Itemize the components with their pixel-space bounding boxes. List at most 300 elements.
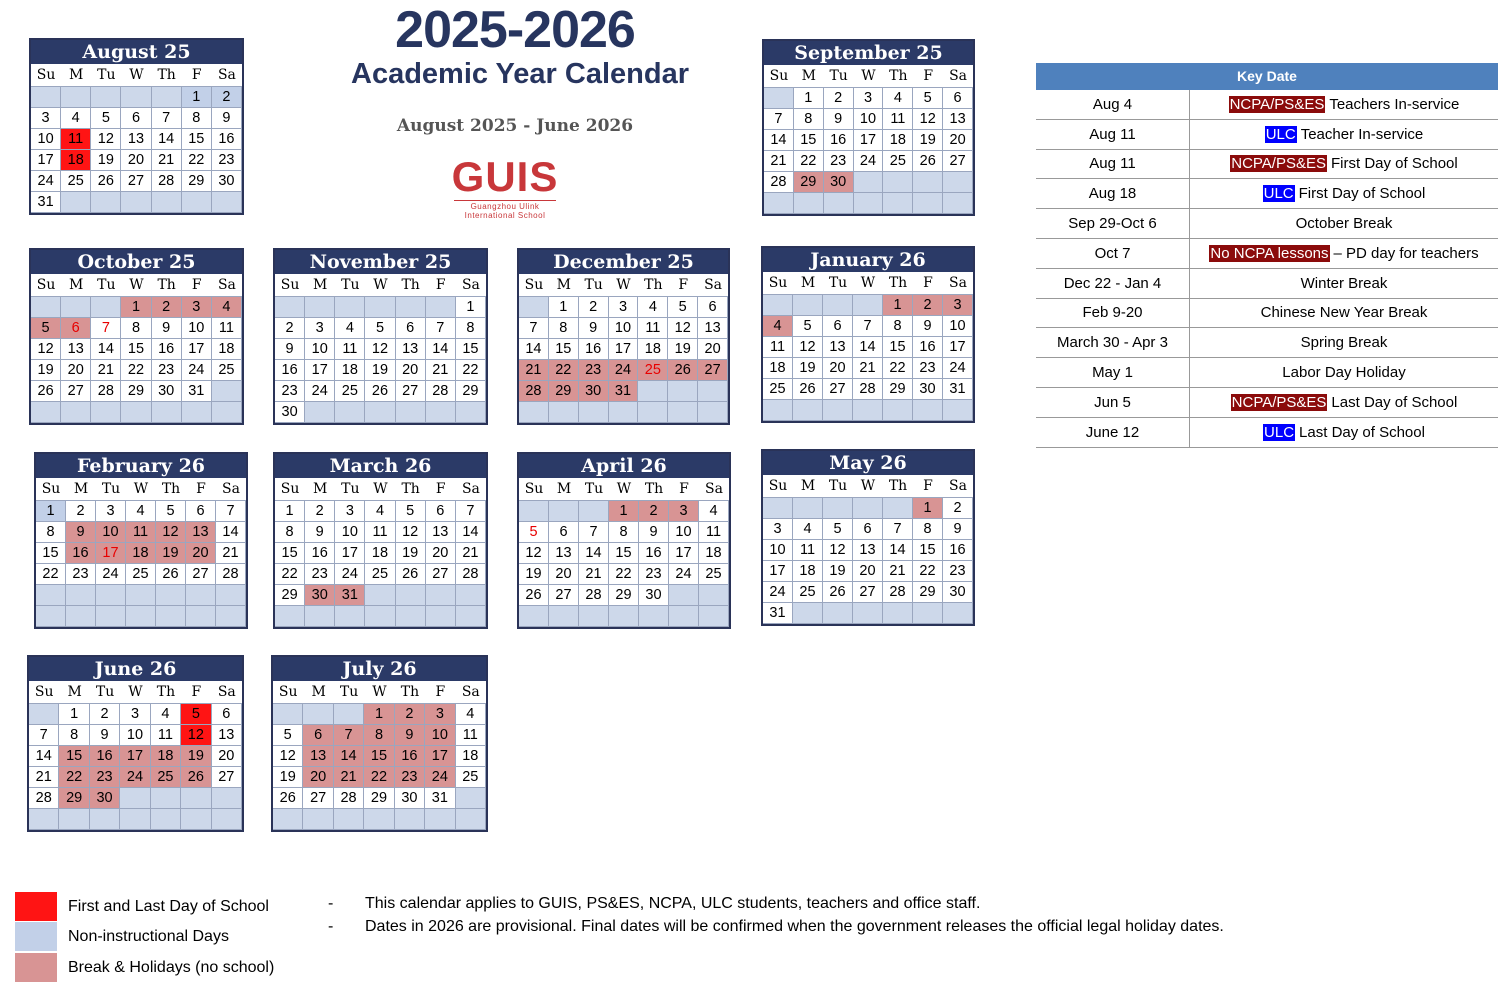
weekday-label: F [669,478,699,501]
month-calendar [29,248,244,425]
day-cell [91,87,121,108]
day-cell [668,402,698,423]
day-cell: 12 [273,746,303,767]
day-cell: 16 [639,543,669,564]
day-cell: 21 [29,767,59,788]
day-cell: 25 [61,171,91,192]
day-cell: 18 [763,358,793,379]
day-cell [212,809,242,830]
event-text: First Day of School [1331,155,1458,173]
day-cell: 11 [638,318,668,339]
day-cell [303,704,333,725]
date-range: August 2025 - June 2026 [396,116,634,136]
day-cell [273,809,303,830]
day-cell: 2 [395,704,425,725]
day-cell [91,402,121,423]
key-date-cell: Aug 18 [1036,179,1190,208]
day-cell [90,809,120,830]
day-cell [426,297,456,318]
day-cell: 6 [823,316,853,337]
weekday-label: M [305,478,335,501]
day-cell: 11 [126,522,156,543]
day-cell [943,400,973,421]
day-cell: 3 [854,88,884,109]
weekday-label: Sa [699,478,729,501]
day-cell: 27 [943,151,973,172]
day-cell [181,809,211,830]
weekday-label: Su [519,478,549,501]
day-cell: 24 [31,171,61,192]
day-cell: 30 [305,585,335,606]
day-cell: 3 [182,297,212,318]
day-cell [426,606,456,627]
weekday-label: Tu [579,478,609,501]
day-cell: 3 [763,519,793,540]
weekday-label: Su [275,274,305,297]
day-cell: 24 [669,564,699,585]
weekday-label: M [66,478,96,501]
day-cell: 27 [121,171,151,192]
day-cell: 14 [764,130,794,151]
day-cell [699,585,729,606]
key-date-row [1036,239,1498,269]
day-cell: 7 [579,522,609,543]
day-cell: 7 [883,519,913,540]
weekday-label: Tu [91,64,121,87]
day-cell: 10 [854,109,884,130]
day-cell [823,400,853,421]
legend-label: Non-instructional Days [68,928,229,945]
day-cell [943,603,973,624]
key-event-cell [1190,388,1498,417]
day-cell: 15 [275,543,305,564]
day-cell: 15 [913,540,943,561]
day-cell [425,809,455,830]
day-cell: 24 [943,358,973,379]
day-cell: 8 [364,725,394,746]
day-cell: 10 [96,522,126,543]
day-cell: 6 [853,519,883,540]
key-date-row [1036,418,1498,448]
day-cell: 23 [639,564,669,585]
day-cell: 16 [305,543,335,564]
weekday-label: Su [31,274,61,297]
day-cell: 7 [764,109,794,130]
day-cell [793,295,823,316]
day-cell: 9 [66,522,96,543]
month-title: November 25 [275,250,486,274]
day-cell: 31 [335,585,365,606]
day-cell: 6 [943,88,973,109]
day-cell: 7 [216,501,246,522]
weekday-label: Su [31,64,61,87]
day-cell: 26 [396,564,426,585]
month-title: April 26 [519,454,729,478]
weekday-label: Sa [698,274,728,297]
day-cell: 16 [943,540,973,561]
day-cell [31,402,61,423]
day-cell: 26 [181,767,211,788]
day-cell [396,585,426,606]
day-cell [121,87,151,108]
day-cell: 1 [275,501,305,522]
key-date-cell: March 30 - Apr 3 [1036,328,1190,357]
day-cell: 22 [275,564,305,585]
day-cell: 13 [303,746,333,767]
event-text: First Day of School [1298,185,1426,203]
day-cell: 22 [609,564,639,585]
day-cell: 1 [549,297,579,318]
day-cell: 8 [549,318,579,339]
day-cell [638,402,668,423]
legend-label: Break & Holidays (no school) [68,959,275,976]
day-cell [698,402,728,423]
key-date-row [1036,90,1498,120]
day-cell: 22 [549,360,579,381]
day-cell: 5 [668,297,698,318]
day-cell: 19 [519,564,549,585]
day-cell [365,606,395,627]
day-cell [854,172,884,193]
day-cell: 29 [883,379,913,400]
note-dash: - [328,918,334,935]
day-cell: 1 [883,295,913,316]
day-cell [66,606,96,627]
day-cell: 20 [121,150,151,171]
day-cell [275,606,305,627]
day-cell [456,402,486,423]
day-cell: 4 [151,704,181,725]
day-cell: 9 [824,109,854,130]
day-cell: 11 [456,725,486,746]
day-cell: 21 [91,360,121,381]
weekday-label: Th [638,274,668,297]
weekday-label: Tu [579,274,609,297]
note-2 [328,918,1224,936]
day-cell: 12 [156,522,186,543]
day-cell: 31 [182,381,212,402]
event-tag: NCPA/PS&ES [1229,95,1325,113]
key-date-cell: June 12 [1036,418,1190,447]
day-cell: 1 [121,297,151,318]
day-cell [426,402,456,423]
day-cell: 13 [943,109,973,130]
note-1 [328,895,980,913]
day-cell [36,585,66,606]
day-cell: 27 [61,381,91,402]
month-title: January 26 [763,248,973,272]
key-date-row [1036,358,1498,388]
day-cell [853,498,883,519]
day-cell: 30 [212,171,242,192]
day-cell: 16 [212,129,242,150]
weekday-label: Th [883,65,913,88]
day-cell: 21 [456,543,486,564]
day-cell [669,606,699,627]
day-cell: 7 [152,108,182,129]
day-cell: 27 [853,582,883,603]
day-cell [456,788,486,809]
day-cell: 19 [156,543,186,564]
day-cell [764,193,794,214]
day-cell: 2 [66,501,96,522]
day-cell: 11 [699,522,729,543]
day-cell: 19 [181,746,211,767]
day-cell [365,585,395,606]
day-cell [151,809,181,830]
day-cell [549,606,579,627]
day-cell: 29 [275,585,305,606]
key-date-row [1036,179,1498,209]
event-tag: ULC [1264,423,1295,441]
day-cell: 1 [182,87,212,108]
month-calendar [29,38,244,215]
school-logo [440,155,570,221]
weekday-label: F [913,272,943,295]
month-grid [31,274,242,423]
day-cell: 27 [186,564,216,585]
day-cell: 18 [212,339,242,360]
day-cell [793,498,823,519]
month-title: October 25 [31,250,242,274]
weekday-label: Th [883,475,913,498]
day-cell: 16 [824,130,854,151]
event-tag: ULC [1263,185,1294,203]
day-cell [186,606,216,627]
month-grid [275,478,486,627]
day-cell [913,603,943,624]
day-cell: 29 [182,171,212,192]
weekday-label: W [609,274,639,297]
weekday-label: F [186,478,216,501]
day-cell [426,585,456,606]
weekday-label: Su [519,274,549,297]
day-cell [216,585,246,606]
day-cell [639,606,669,627]
day-cell: 5 [31,318,61,339]
logo-line1: Guangzhou Ulink [470,202,540,211]
day-cell: 12 [519,543,549,564]
day-cell: 1 [456,297,486,318]
weekday-label: Th [152,64,182,87]
day-cell: 23 [152,360,182,381]
event-text: Winter Break [1300,274,1388,292]
day-cell: 14 [579,543,609,564]
day-cell [335,402,365,423]
day-cell [91,192,121,213]
day-cell: 31 [943,379,973,400]
day-cell: 28 [764,172,794,193]
day-cell [212,381,242,402]
day-cell [638,381,668,402]
day-cell: 13 [396,339,426,360]
day-cell: 6 [426,501,456,522]
day-cell [305,297,335,318]
day-cell: 28 [456,564,486,585]
day-cell: 5 [793,316,823,337]
day-cell: 14 [216,522,246,543]
event-text: Last Day of School [1299,423,1425,441]
month-grid [36,478,246,627]
day-cell: 1 [794,88,824,109]
day-cell: 29 [59,788,89,809]
day-cell: 29 [913,582,943,603]
day-cell: 30 [275,402,305,423]
day-cell: 9 [579,318,609,339]
weekday-label: W [853,272,883,295]
day-cell: 10 [609,318,639,339]
month-grid [763,272,973,421]
event-text: Labor Day Holiday [1282,364,1406,382]
day-cell: 11 [335,339,365,360]
day-cell: 16 [275,360,305,381]
day-cell [853,603,883,624]
day-cell: 17 [943,337,973,358]
day-cell [609,606,639,627]
event-tag: ULC [1265,125,1296,143]
day-cell: 7 [334,725,364,746]
day-cell [763,400,793,421]
day-cell: 2 [943,498,973,519]
logo-line2: International School [464,211,546,220]
day-cell [549,501,579,522]
day-cell: 3 [96,501,126,522]
day-cell: 12 [793,337,823,358]
day-cell: 6 [121,108,151,129]
day-cell: 20 [943,130,973,151]
day-cell: 25 [763,379,793,400]
legend-swatch-pink [15,953,57,982]
day-cell [152,87,182,108]
day-cell: 14 [853,337,883,358]
day-cell: 17 [305,360,335,381]
day-cell: 3 [669,501,699,522]
day-cell: 13 [698,318,728,339]
day-cell: 17 [335,543,365,564]
day-cell: 28 [579,585,609,606]
key-date-cell: Feb 9-20 [1036,299,1190,328]
weekday-label: Sa [212,681,242,704]
day-cell [61,402,91,423]
weekday-label: Sa [212,274,242,297]
day-cell: 5 [519,522,549,543]
day-cell: 4 [793,519,823,540]
weekday-label: Sa [456,478,486,501]
day-cell: 3 [609,297,639,318]
key-event-cell [1190,358,1498,387]
key-date-cell: May 1 [1036,358,1190,387]
day-cell: 13 [426,522,456,543]
month-calendar [273,248,488,425]
day-cell: 8 [275,522,305,543]
day-cell: 23 [66,564,96,585]
day-cell [579,501,609,522]
day-cell: 4 [365,501,395,522]
day-cell: 27 [212,767,242,788]
day-cell: 24 [305,381,335,402]
day-cell: 25 [793,582,823,603]
day-cell: 5 [273,725,303,746]
day-cell: 18 [335,360,365,381]
day-cell: 21 [426,360,456,381]
day-cell [823,498,853,519]
day-cell: 3 [335,501,365,522]
day-cell: 20 [186,543,216,564]
day-cell: 10 [182,318,212,339]
logo-wordmark: GUIS [451,153,559,200]
day-cell [186,585,216,606]
day-cell: 22 [121,360,151,381]
day-cell: 24 [120,767,150,788]
month-grid [764,65,973,214]
event-tag: No NCPA lessons [1210,244,1329,262]
weekday-label: F [913,65,943,88]
day-cell [793,400,823,421]
day-cell [364,809,394,830]
day-cell: 30 [913,379,943,400]
weekday-label: Th [639,478,669,501]
weekday-label: Tu [90,681,120,704]
day-cell: 27 [698,360,728,381]
day-cell: 24 [425,767,455,788]
event-text: Chinese New Year Break [1260,304,1428,322]
day-cell: 13 [823,337,853,358]
day-cell: 2 [212,87,242,108]
day-cell [396,402,426,423]
weekday-label: Su [36,478,66,501]
day-cell [66,585,96,606]
key-event-cell [1190,209,1498,238]
day-cell [334,704,364,725]
day-cell: 20 [823,358,853,379]
day-cell: 17 [120,746,150,767]
day-cell: 19 [31,360,61,381]
month-title: May 26 [763,451,973,475]
day-cell: 11 [365,522,395,543]
day-cell: 12 [91,129,121,150]
month-calendar [517,248,730,425]
note-dash: - [328,895,334,912]
day-cell [156,585,186,606]
day-cell: 18 [699,543,729,564]
day-cell: 10 [305,339,335,360]
day-cell [36,606,66,627]
day-cell: 3 [305,318,335,339]
day-cell: 2 [90,704,120,725]
day-cell: 22 [883,358,913,379]
day-cell [668,381,698,402]
day-cell [156,606,186,627]
day-cell: 5 [156,501,186,522]
key-date-cell: Jun 5 [1036,388,1190,417]
day-cell: 9 [943,519,973,540]
day-cell: 9 [152,318,182,339]
key-date-row [1036,328,1498,358]
day-cell: 22 [36,564,66,585]
day-cell: 13 [549,543,579,564]
day-cell: 6 [61,318,91,339]
day-cell [579,606,609,627]
event-tag: NCPA/PS&ES [1231,155,1327,173]
logo-rule [454,200,556,201]
day-cell: 19 [823,561,853,582]
key-date-row [1036,388,1498,418]
day-cell [854,193,884,214]
day-cell: 6 [549,522,579,543]
day-cell: 12 [396,522,426,543]
day-cell: 27 [396,381,426,402]
day-cell: 21 [152,150,182,171]
